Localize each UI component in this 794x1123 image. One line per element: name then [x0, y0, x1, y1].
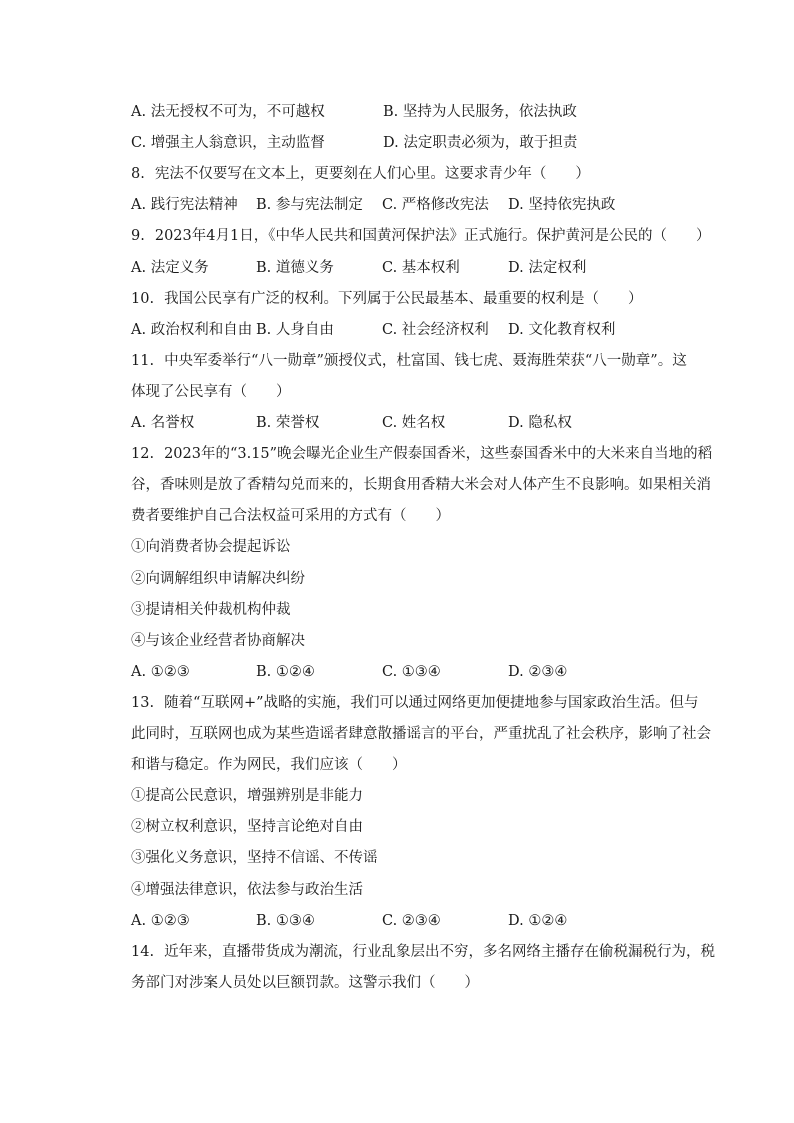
text-line: ①提高公民意识，增强辨别是非能力	[131, 788, 363, 805]
question-stem	[131, 346, 690, 377]
text-line: ①向消费者协会提起诉讼	[131, 539, 291, 556]
question-number: 13.	[131, 694, 155, 711]
question-number: 8.	[131, 166, 145, 183]
answer-option: A. 名誉权	[131, 415, 195, 431]
question-text: 中央军委举行“八一勋章”颁授仪式，杜富国、钱七虎、聂海胜荣获“八一勋章”。这	[164, 352, 687, 369]
question-text: 宪法不仅要写在文本上，更要刻在人们心里。这要求青少年（ ）	[154, 166, 590, 183]
answer-option: C. 姓名权	[382, 415, 446, 431]
text-line: ③强化义务意识，坚持不信谣、不传谣	[131, 850, 378, 867]
question-number: 14.	[131, 943, 155, 960]
answer-option: B. ①③④	[256, 912, 315, 929]
answer-options	[131, 128, 690, 159]
answer-option: C. 增强主人翁意识，主动监督	[131, 135, 325, 152]
question-stem	[131, 439, 713, 470]
text-line: 体现了公民享有（ ）	[131, 383, 291, 400]
question-text: 2023年4月1日，《中华人民共和国黄河保护法》正式施行。保护黄河是公民的（ ）	[154, 228, 711, 245]
question-text: 近年来，直播带货成为潮流，行业乱象层出不穷，多名网络主播存在偷税漏税行为，税	[164, 943, 716, 960]
question-number: 10.	[131, 290, 155, 307]
answer-options	[131, 315, 690, 346]
question-text: 随着“互联网+”战略的实施，我们可以通过网络更加便捷地参与国家政治生活。但与	[164, 694, 699, 711]
text-line: 谷，香味则是放了香精勾兑而来的，长期食用香精大米会对人体产生不良影响。如果相关消	[131, 477, 711, 494]
answer-options	[131, 253, 690, 284]
text-line: ②树立权利意识，坚持言论绝对自由	[131, 819, 363, 836]
answer-option: A. ①②③	[131, 912, 190, 929]
answer-option: A. 法定义务	[131, 259, 209, 276]
answer-option: D. 文化教育权利	[508, 321, 616, 338]
question-stem	[131, 159, 690, 190]
answer-options	[131, 190, 690, 221]
answer-option: D. 法定权利	[508, 259, 587, 276]
question-text: 我国公民享有广泛的权利。下列属于公民最基本、最重要的权利是（ ）	[164, 290, 643, 307]
answer-options	[131, 657, 690, 688]
answer-option: D. ②③④	[508, 663, 568, 680]
question-stem	[131, 688, 699, 719]
text-line: 和谐与稳定。作为网民，我们应该（ ）	[131, 757, 407, 774]
text-line: 此同时，互联网也成为某些造谣者肆意散播谣言的平台，严重扰乱了社会秩序，影响了社会	[131, 726, 711, 742]
answer-option: B. 荣誉权	[256, 415, 320, 431]
text-line: ④与该企业经营者协商解决	[131, 632, 305, 649]
answer-option: B. 人身自由	[256, 321, 334, 338]
answer-options	[131, 906, 690, 937]
answer-option: A. 法无授权不可为，不可越权	[131, 104, 325, 120]
question-number: 11.	[131, 352, 155, 369]
question-stem	[131, 937, 716, 968]
answer-option: B. 坚持为人民服务，依法执政	[383, 104, 577, 120]
answer-option: C. ②③④	[382, 912, 441, 929]
question-stem	[131, 284, 690, 315]
answer-options	[131, 408, 690, 439]
answer-option: A. ①②③	[131, 663, 190, 680]
question-number: 12.	[131, 446, 155, 463]
answer-option: A. 践行宪法精神	[131, 197, 238, 214]
answer-option: C. 严格修改宪法	[382, 197, 489, 214]
question-stem	[131, 221, 711, 252]
answer-option: C. 社会经济权利	[382, 321, 489, 338]
answer-option: D. 法定职责必须为，敢于担责	[383, 135, 578, 152]
answer-option: B. ①②④	[256, 663, 315, 680]
text-line: ③提请相关仲裁机构仲裁	[131, 601, 291, 618]
answer-option: C. ①③④	[382, 663, 441, 680]
answer-option: A. 政治权利和自由	[131, 321, 253, 338]
question-number: 9.	[131, 228, 145, 245]
question-text: 2023年的“3.15”晚会曝光企业生产假泰国香米，这些泰国香米中的大米来自当地的稻	[164, 446, 713, 463]
text-line: ④增强法律意识，依法参与政治生活	[131, 881, 363, 898]
answer-options	[131, 97, 690, 128]
text-line: 务部门对涉案人员处以巨额罚款。这警示我们（ ）	[131, 974, 479, 991]
text-line: ②向调解组织申请解决纠纷	[131, 570, 305, 587]
answer-option: D. 坚持依宪执政	[508, 197, 616, 214]
answer-option: D. 隐私权	[508, 415, 572, 431]
text-line: 费者要维护自己合法权益可采用的方式有（ ）	[131, 508, 450, 525]
answer-option: C. 基本权利	[382, 259, 460, 276]
answer-option: B. 参与宪法制定	[256, 197, 363, 214]
answer-option: D. ①②④	[508, 912, 568, 929]
answer-option: B. 道德义务	[256, 259, 334, 276]
